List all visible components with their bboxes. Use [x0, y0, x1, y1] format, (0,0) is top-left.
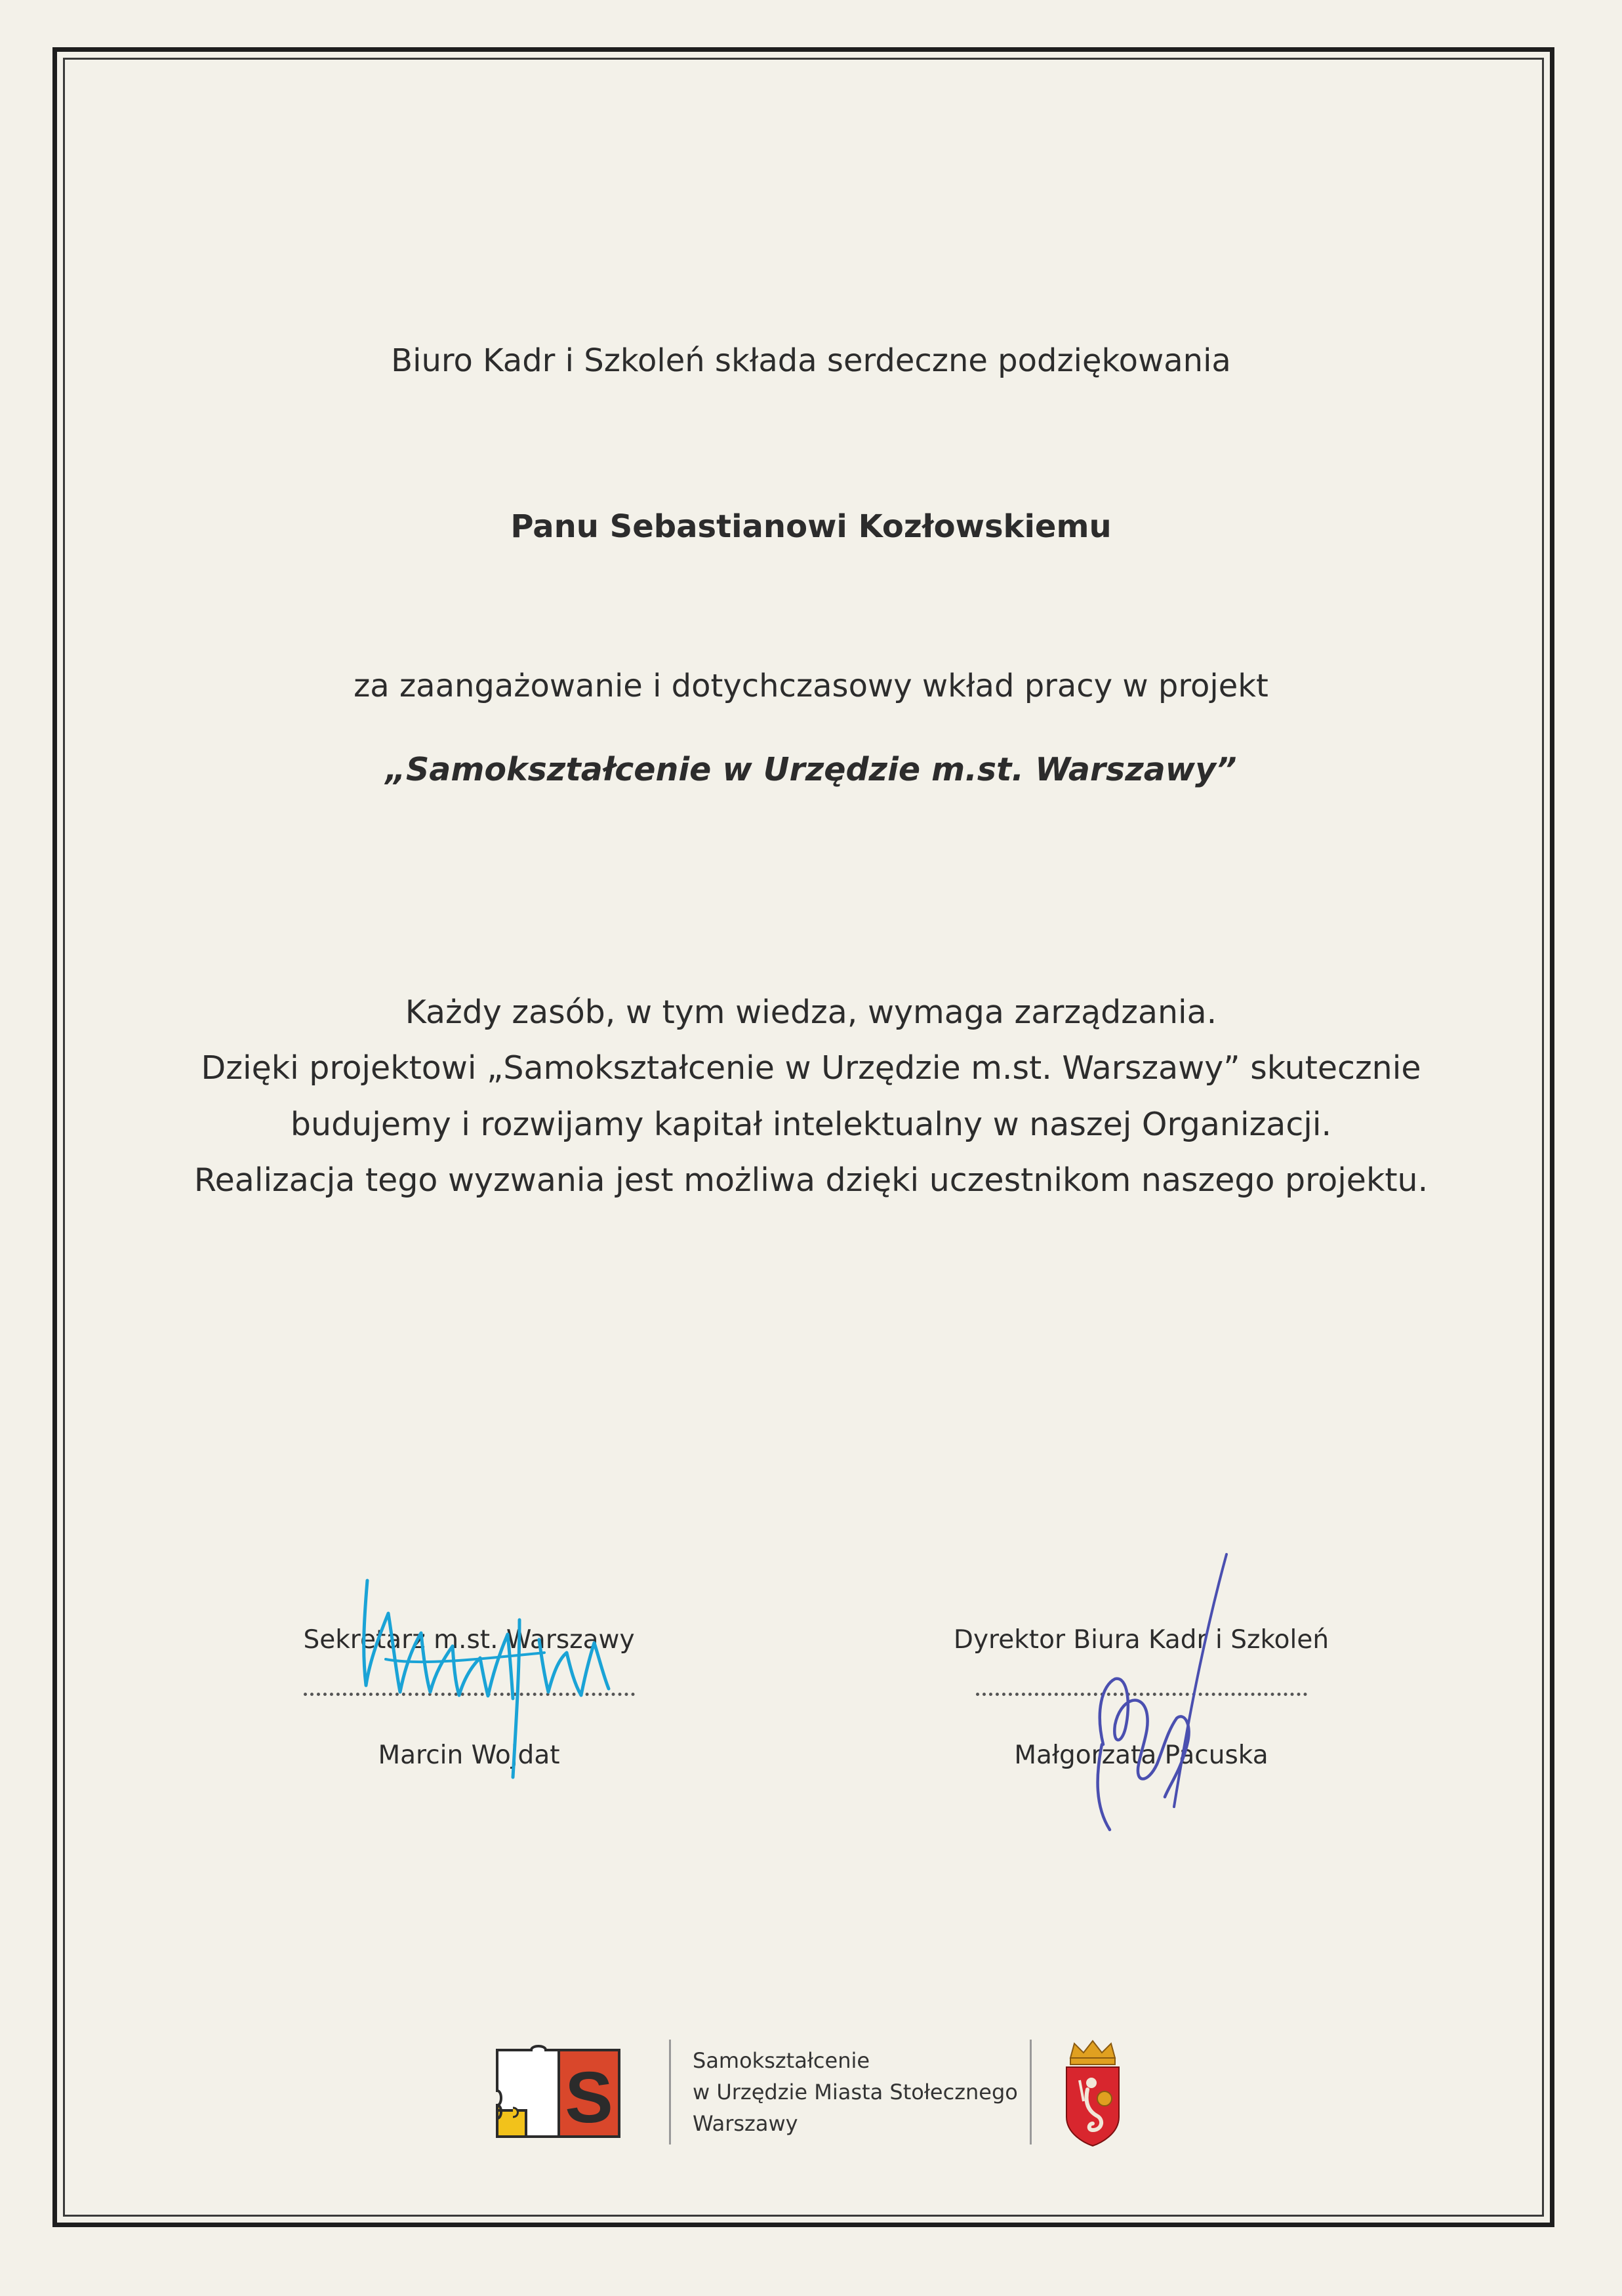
signatory-name: Małgorzata Pacuska: [1014, 1741, 1268, 1770]
handwritten-signature-right: [1076, 1548, 1246, 1836]
handwritten-signature-left: [348, 1561, 623, 1810]
body-line: budujemy i rozwijamy kapitał intelektualny w naszej Organizacji.: [290, 1106, 1332, 1143]
program-name-line: w Urzędzie Miasta Stołecznego: [693, 2080, 1018, 2105]
dedication-line: za zaangażowanie i dotychczasowy wkład pracy w projekt: [354, 668, 1268, 704]
puzzle-s-logo-icon: [493, 2045, 623, 2142]
intro-line: Biuro Kadr i Szkoleń składa serdeczne podziękowania: [391, 342, 1231, 379]
signatory-title: Sekretarz m.st. Warszawy: [303, 1625, 635, 1655]
body-line: Każdy zasób, w tym wiedza, wymaga zarządzania.: [405, 994, 1217, 1031]
footer-divider: [669, 2040, 671, 2145]
logo-letter: S: [565, 2057, 613, 2138]
body-line: Dzięki projektowi „Samokształcenie w Urzędzie m.st. Warszawy” skutecznie: [201, 1049, 1421, 1087]
project-title: „Samokształcenie w Urzędzie m.st. Warszawy”: [385, 751, 1237, 788]
warsaw-crest-icon: [1061, 2038, 1124, 2147]
program-name-line: Warszawy: [693, 2111, 798, 2136]
recipient-name: Panu Sebastianowi Kozłowskiemu: [510, 508, 1112, 545]
signatory-title: Dyrektor Biura Kadr i Szkoleń: [953, 1625, 1329, 1655]
body-line: Realizacja tego wyzwania jest możliwa dzięki uczestnikom naszego projektu.: [193, 1161, 1429, 1199]
footer-divider: [1030, 2040, 1032, 2145]
program-name-line: Samokształcenie: [693, 2048, 870, 2073]
program-name: [693, 2045, 1018, 2139]
signatory-name: Marcin Wojdat: [378, 1741, 560, 1770]
